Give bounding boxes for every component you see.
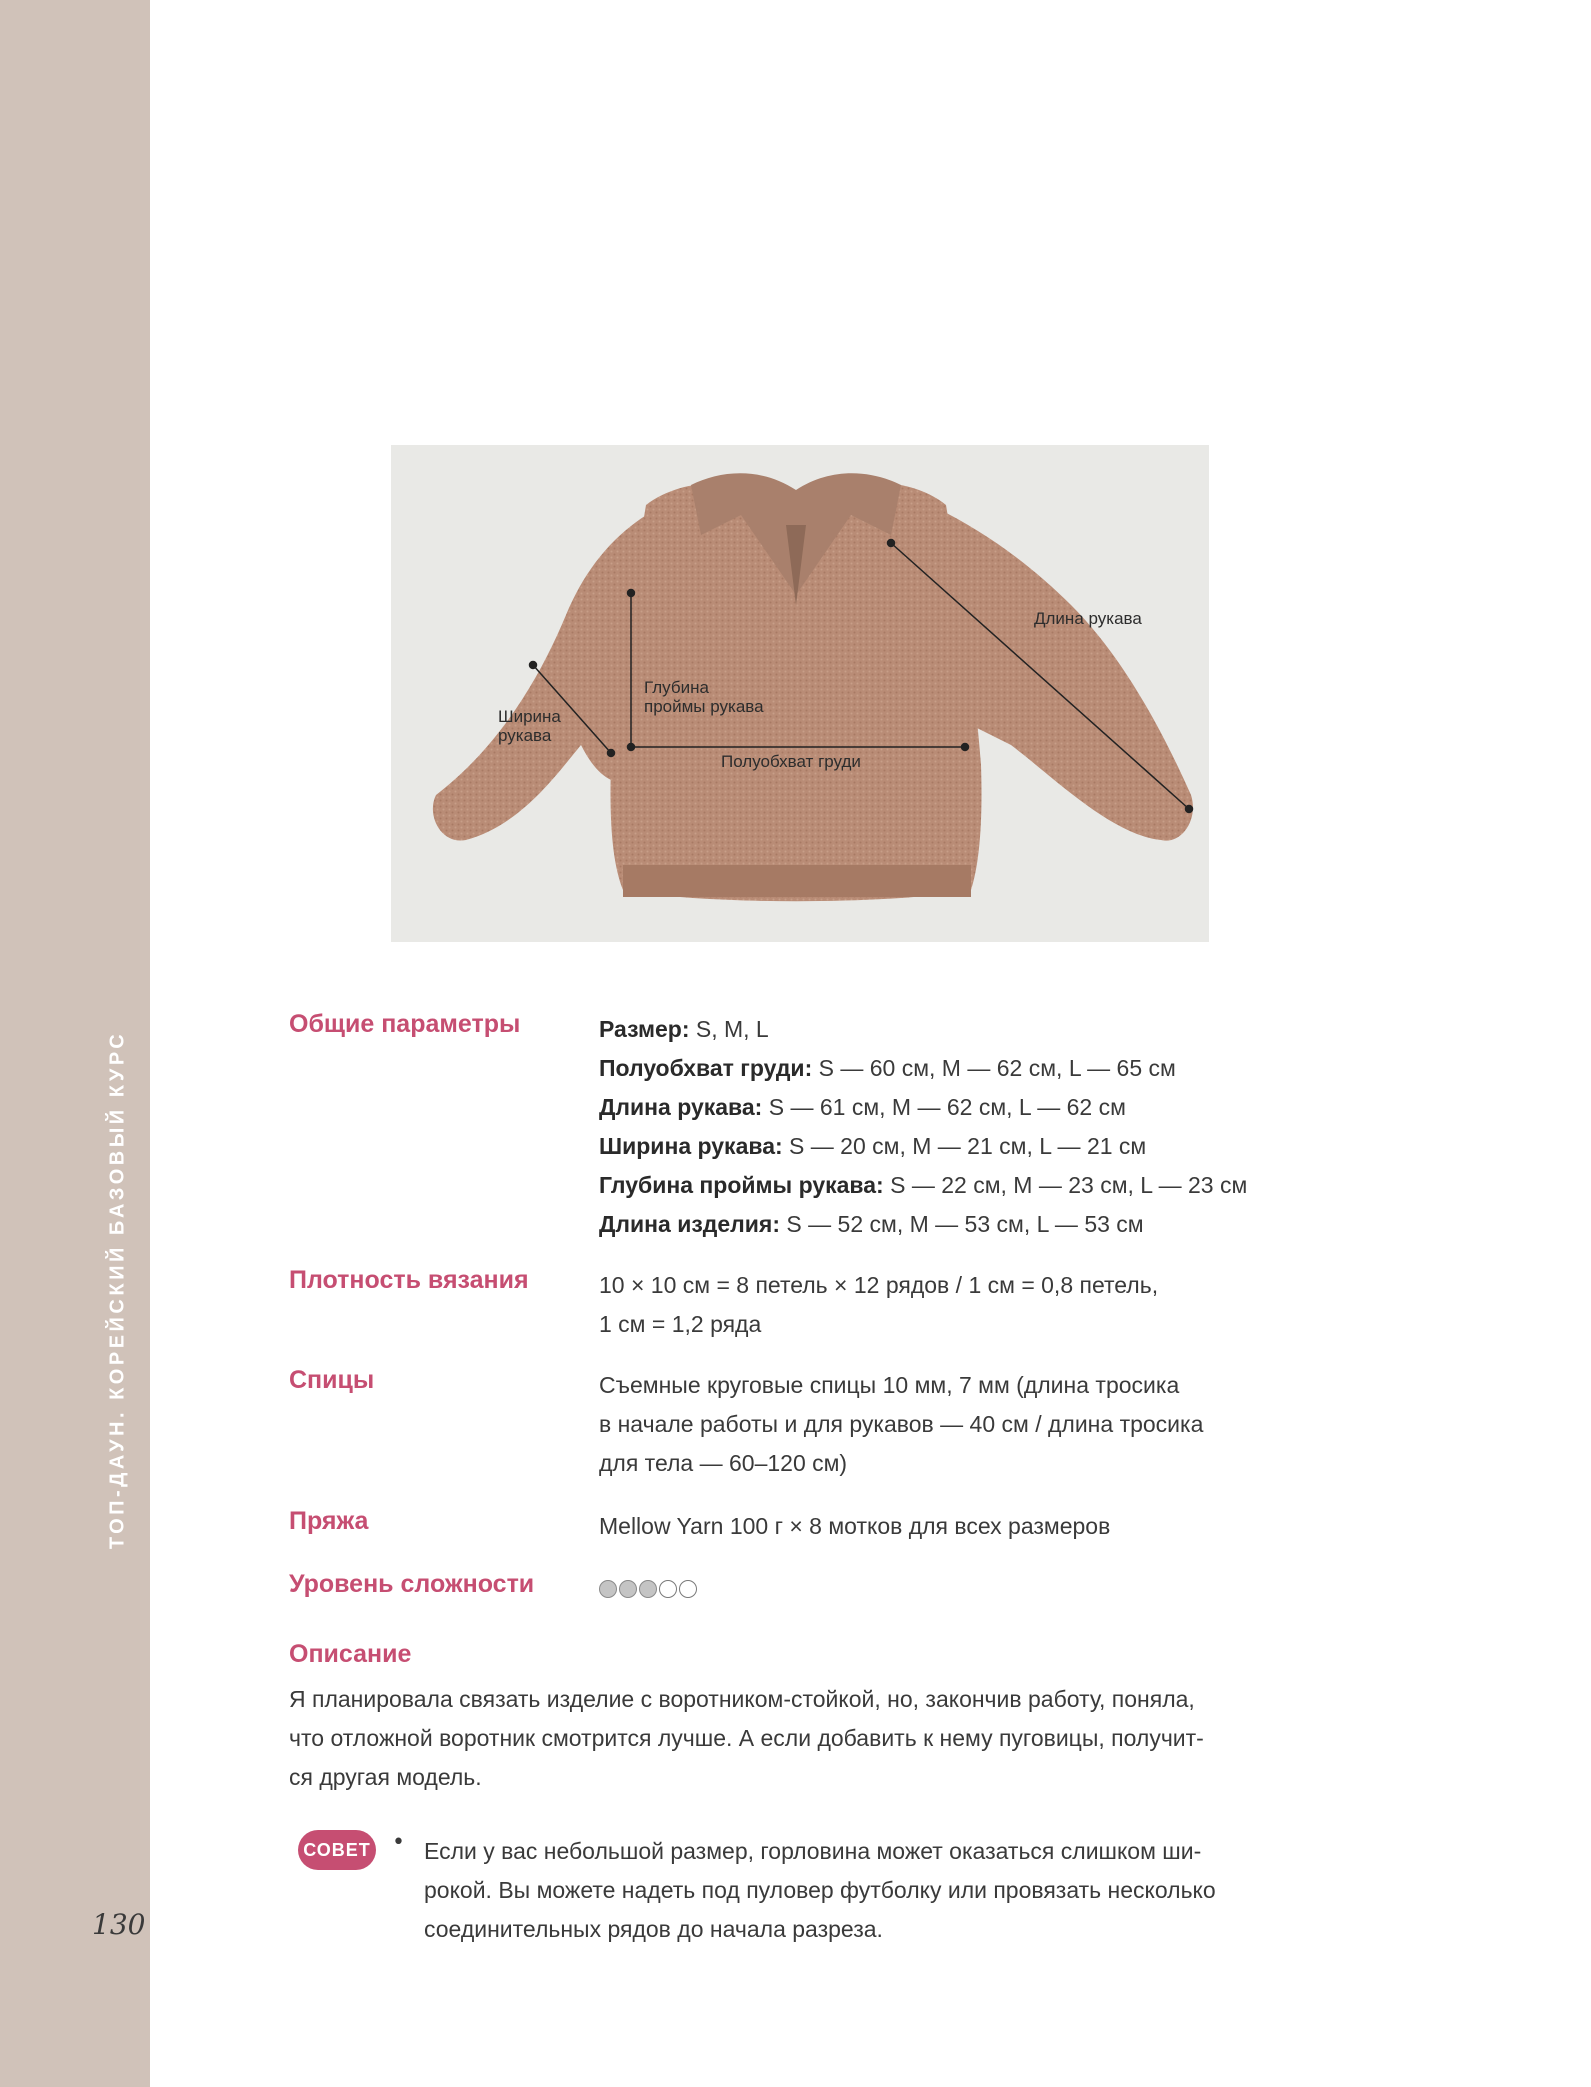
param-line: [599, 1127, 1349, 1166]
sweater-illustration: [391, 445, 1209, 942]
half-chest-label: Полуобхват груди: [721, 752, 861, 771]
param-value: S — 61 см, M — 62 см, L — 62 см: [762, 1094, 1126, 1120]
sleeve-length-label: Длина рукава: [1034, 609, 1142, 628]
sleeve-width-label: [498, 707, 561, 745]
description-line: ся другая модель.: [289, 1764, 482, 1790]
param-line: [599, 1010, 1349, 1049]
param-key: Глубина проймы рукава:: [599, 1172, 884, 1198]
difficulty-rating: [599, 1570, 1349, 1598]
bottom-rib: [623, 865, 971, 897]
armhole-depth-label-line: проймы рукава: [644, 697, 764, 716]
difficulty-dot-empty: [659, 1580, 677, 1598]
difficulty-value: [599, 1570, 1349, 1598]
tip-bullet: •: [392, 1830, 405, 1855]
gauge-label: Плотность вязания: [289, 1266, 529, 1294]
param-line: [599, 1205, 1349, 1244]
param-key: Ширина рукава:: [599, 1133, 783, 1159]
sleeve-width-label-line: Ширина: [498, 707, 561, 726]
general-params-label: Общие параметры: [289, 1010, 521, 1038]
yarn-value: [599, 1507, 1349, 1546]
gauge-line: 1 см = 1,2 ряда: [599, 1311, 762, 1337]
param-line: [599, 1166, 1349, 1205]
needles-line: Съемные круговые спицы 10 мм, 7 мм (длина тросика: [599, 1372, 1180, 1398]
description-text: [289, 1680, 1339, 1797]
param-key: Размер:: [599, 1016, 690, 1042]
param-value: S — 20 см, M — 21 см, L — 21 см: [782, 1133, 1147, 1159]
tip-badge: СОВЕТ: [298, 1830, 376, 1870]
tip-line: рокой. Вы можете надеть под пуловер футболку или провязать несколько: [424, 1877, 1216, 1903]
yarn-label: Пряжа: [289, 1507, 369, 1535]
param-value: S — 22 см, M — 23 см, L — 23 см: [883, 1172, 1248, 1198]
difficulty-label: Уровень сложности: [289, 1570, 535, 1598]
description-line: Я планировала связать изделие с воротником-стойкой, но, закончив работу, поняла,: [289, 1686, 1195, 1712]
sleeve-width-label-line: рукава: [498, 726, 552, 745]
sweater-diagram: [391, 445, 1209, 942]
running-head: ТОП-ДАУН. КОРЕЙСКИЙ БАЗОВЫЙ КУРС: [106, 1030, 129, 1550]
needles-label: Спицы: [289, 1366, 375, 1394]
description-title: Описание: [289, 1640, 412, 1668]
tip-line: Если у вас небольшой размер, горловина может оказаться слишком ши-: [424, 1838, 1202, 1864]
armhole-depth-label-line: Глубина: [644, 678, 709, 697]
yarn-line: Mellow Yarn 100 г × 8 мотков для всех размеров: [599, 1513, 1111, 1539]
gauge-values: [599, 1266, 1349, 1344]
param-key: Длина изделия:: [599, 1211, 781, 1237]
param-value: S — 52 см, M — 53 см, L — 53 см: [780, 1211, 1144, 1237]
needles-line: в начале работы и для рукавов — 40 см / длина тросика: [599, 1411, 1204, 1437]
param-line: [599, 1049, 1349, 1088]
page-number: 130: [92, 1908, 146, 1941]
param-key: Длина рукава:: [599, 1094, 763, 1120]
needles-line: для тела — 60–120 см): [599, 1450, 848, 1476]
difficulty-dot-filled: [619, 1580, 637, 1598]
description-line: что отложной воротник смотрится лучше. А если добавить к нему пуговицы, получит-: [289, 1725, 1204, 1751]
difficulty-dot-filled: [599, 1580, 617, 1598]
general-params-values: [599, 1010, 1349, 1244]
difficulty-dot-empty: [679, 1580, 697, 1598]
param-value: S, M, L: [689, 1016, 769, 1042]
tip-text: [424, 1832, 1324, 1949]
needles-values: [599, 1366, 1349, 1483]
gauge-line: 10 × 10 см = 8 петель × 12 рядов / 1 см = 0,8 петель,: [599, 1272, 1159, 1298]
tip-line: соединительных рядов до начала разреза.: [424, 1916, 883, 1942]
param-value: S — 60 см, M — 62 см, L — 65 см: [812, 1055, 1176, 1081]
param-line: [599, 1088, 1349, 1127]
param-key: Полуобхват груди:: [599, 1055, 813, 1081]
sidebar: [0, 0, 150, 2087]
armhole-depth-label: [644, 678, 764, 716]
difficulty-dot-filled: [639, 1580, 657, 1598]
